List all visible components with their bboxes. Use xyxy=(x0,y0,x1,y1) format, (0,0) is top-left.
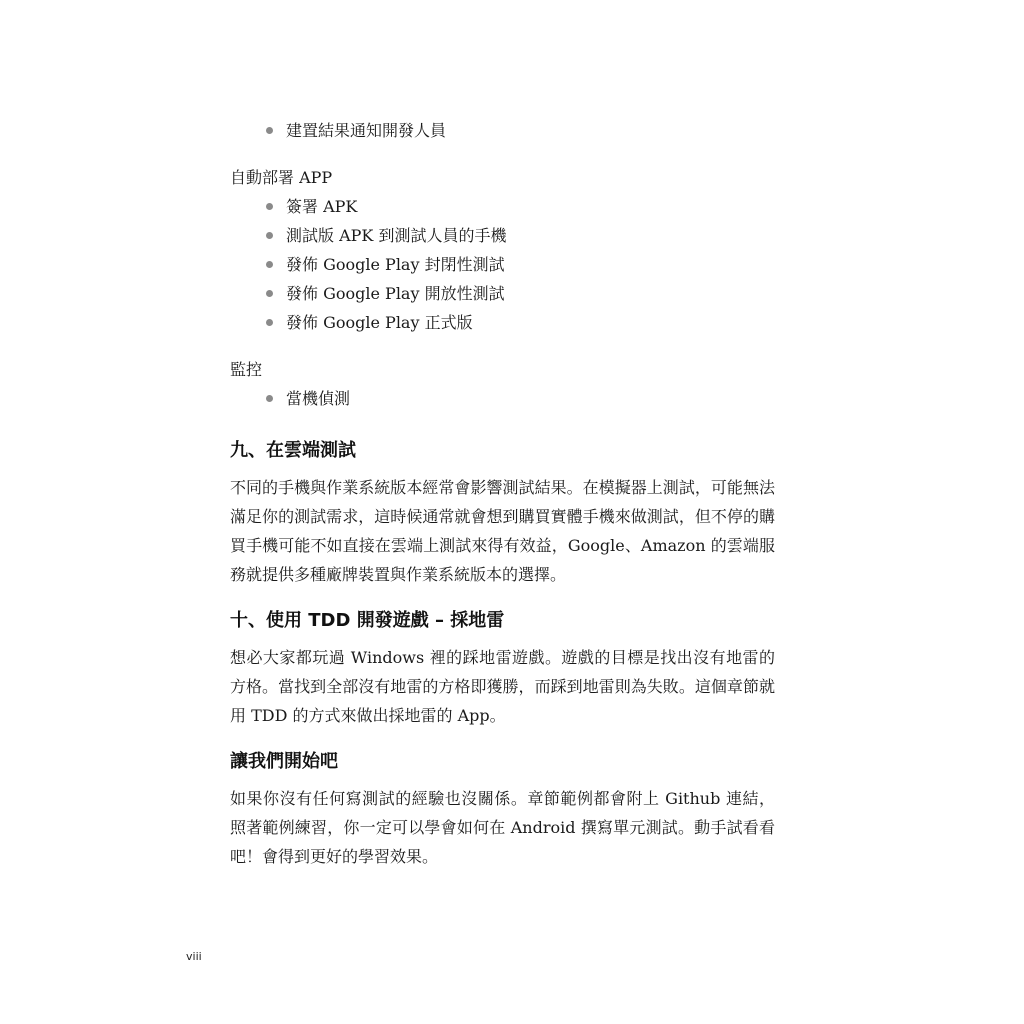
list-item xyxy=(266,221,775,250)
section-paragraph-cloud: 不同的手機與作業系統版本經常會影響測試結果。在模擬器上測試，可能無法滿足你的測試需求，這時候通常就會想到購買實體手機來做測試，但不停的購買手機可能不如直接在雲端上測試來得有效益，Google、Amazon 的雲端服務就提供多種廠牌裝置與作業系統版本的選擇。 xyxy=(230,478,775,584)
section-paragraph-tdd: 想必大家都玩過 Windows 裡的踩地雷遊戲。遊戲的目標是找出沒有地雷的方格。當找到全部沒有地雷的方格即獲勝，而踩到地雷則為失敗。這個章節就用 TDD 的方式來做出採地雷的 App。 xyxy=(230,648,775,725)
bullet-icon xyxy=(266,127,273,134)
list-item-text: 發佈 Google Play 正式版 xyxy=(286,313,473,332)
page-number: viii xyxy=(186,950,202,963)
section-heading-cloud: 九、在雲端測試 xyxy=(230,440,356,461)
monitor-label: 監控 xyxy=(230,360,263,379)
list-item xyxy=(266,192,775,221)
build-list xyxy=(230,116,775,145)
bullet-icon xyxy=(266,290,273,297)
list-item-text: 發佈 Google Play 封閉性測試 xyxy=(286,255,505,274)
bullet-icon xyxy=(266,261,273,268)
section-heading-tdd: 十、使用 TDD 開發遊戲 – 採地雷 xyxy=(230,610,505,631)
bullet-icon xyxy=(266,319,273,326)
list-item xyxy=(266,116,775,145)
deploy-label: 自動部署 APP xyxy=(230,168,333,187)
section-paragraph-start: 如果你沒有任何寫測試的經驗也沒關係。章節範例都會附上 Github 連結，照著範例練習，你一定可以學會如何在 Android 撰寫單元測試。動手試看看吧！會得到更好的學習效果。 xyxy=(230,789,775,866)
list-item-text: 建置結果通知開發人員 xyxy=(286,121,447,140)
list-item xyxy=(266,308,775,337)
bullet-icon xyxy=(266,232,273,239)
deploy-list xyxy=(230,192,775,337)
bullet-icon xyxy=(266,203,273,210)
section-heading-start: 讓我們開始吧 xyxy=(230,751,338,772)
list-item-text: 發佈 Google Play 開放性測試 xyxy=(286,284,505,303)
list-item-text: 當機偵測 xyxy=(286,389,351,408)
list-item-text: 簽署 APK xyxy=(286,197,358,216)
monitor-list xyxy=(230,384,775,413)
list-item-text: 測試版 APK 到測試人員的手機 xyxy=(286,226,507,245)
bullet-icon xyxy=(266,395,273,402)
list-item xyxy=(266,250,775,279)
page-content xyxy=(230,112,775,871)
list-item xyxy=(266,384,775,413)
list-item xyxy=(266,279,775,308)
